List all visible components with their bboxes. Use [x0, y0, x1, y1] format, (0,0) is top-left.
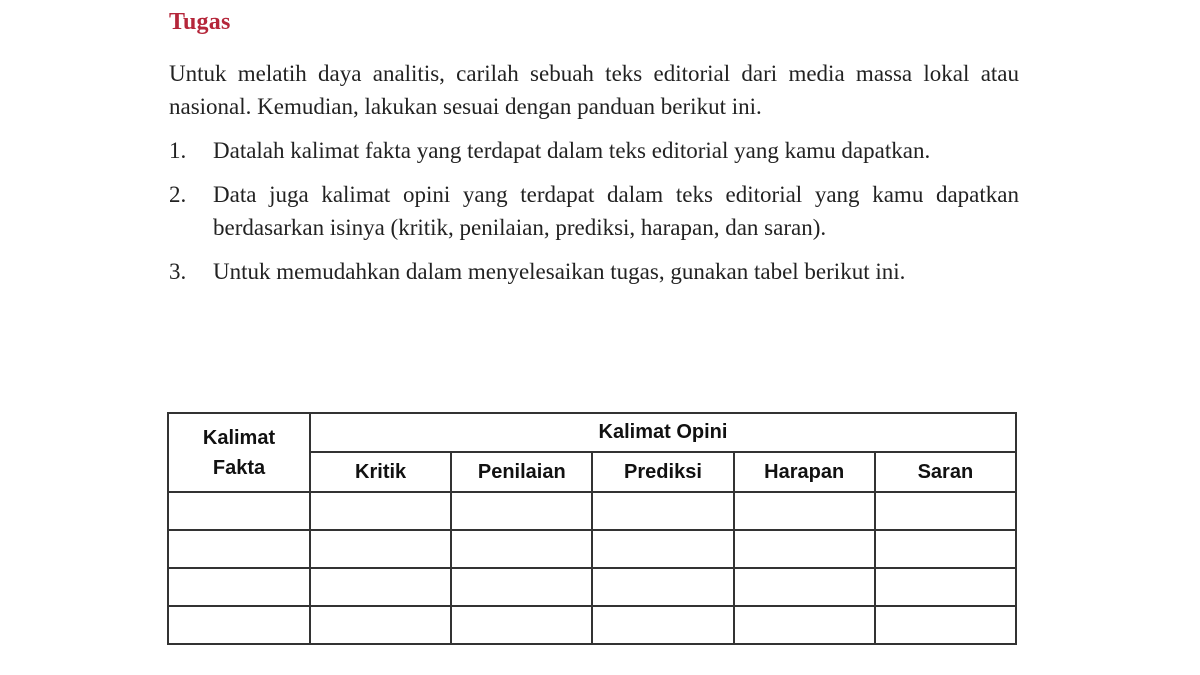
- header-kalimat-fakta: [168, 413, 310, 492]
- table-cell[interactable]: [168, 492, 310, 530]
- table-cell[interactable]: [734, 606, 875, 644]
- table-header-row: [168, 413, 1016, 452]
- task-number: 1.: [169, 138, 187, 163]
- table-cell[interactable]: [592, 530, 733, 568]
- section-heading: Tugas: [169, 9, 231, 35]
- table-cell[interactable]: [592, 606, 733, 644]
- header-penilaian: Penilaian: [451, 452, 592, 492]
- table-cell[interactable]: [310, 568, 451, 606]
- header-fakta-line1: Kalimat: [202, 426, 276, 449]
- task-item: [169, 255, 1019, 288]
- header-saran: Saran: [875, 452, 1016, 492]
- task-item: [169, 134, 1019, 167]
- table-cell[interactable]: [875, 492, 1016, 530]
- task-text: Untuk memudahkan dalam menyelesaikan tugas, gunakan tabel berikut ini.: [213, 259, 906, 284]
- table-cell[interactable]: [734, 530, 875, 568]
- table-cell[interactable]: [310, 530, 451, 568]
- table-cell[interactable]: [168, 606, 310, 644]
- header-prediksi: Prediksi: [592, 452, 733, 492]
- task-text: Datalah kalimat fakta yang terdapat dalam teks editorial yang kamu dapatkan.: [213, 138, 931, 163]
- task-text: Data juga kalimat opini yang terdapat dalam teks editorial yang kamu dapatkan berdasarkan isinya (kritik, penilaian, prediksi, harapan, dan saran).: [213, 182, 1019, 240]
- table-cell[interactable]: [451, 606, 592, 644]
- table-cell[interactable]: [592, 568, 733, 606]
- table-cell[interactable]: [734, 492, 875, 530]
- task-number: 2.: [169, 182, 187, 207]
- table-cell[interactable]: [310, 492, 451, 530]
- header-harapan: Harapan: [734, 452, 875, 492]
- table-row: [168, 492, 1016, 530]
- table-cell[interactable]: [168, 568, 310, 606]
- table-row: [168, 530, 1016, 568]
- table-cell[interactable]: [592, 492, 733, 530]
- worksheet-table: [167, 412, 1017, 645]
- table-row: [168, 606, 1016, 644]
- table-cell[interactable]: [734, 568, 875, 606]
- intro-paragraph: Untuk melatih daya analitis, carilah sebuah teks editorial dari media massa lokal atau nasional. Kemudian, lakukan sesuai dengan panduan berikut ini.: [169, 61, 1019, 119]
- worksheet-table-container: [167, 412, 1017, 645]
- header-kalimat-opini: Kalimat Opini: [310, 413, 1016, 452]
- table-cell[interactable]: [451, 568, 592, 606]
- table-cell[interactable]: [875, 530, 1016, 568]
- table-cell[interactable]: [875, 606, 1016, 644]
- table-row: [168, 568, 1016, 606]
- table-cell[interactable]: [451, 530, 592, 568]
- table-cell[interactable]: [451, 492, 592, 530]
- table-cell[interactable]: [310, 606, 451, 644]
- table-cell[interactable]: [168, 530, 310, 568]
- task-number: 3.: [169, 259, 187, 284]
- table-cell[interactable]: [875, 568, 1016, 606]
- header-kritik: Kritik: [310, 452, 451, 492]
- header-fakta-line2: Fakta: [212, 456, 266, 479]
- task-item: [169, 178, 1019, 244]
- task-list: [169, 134, 1019, 299]
